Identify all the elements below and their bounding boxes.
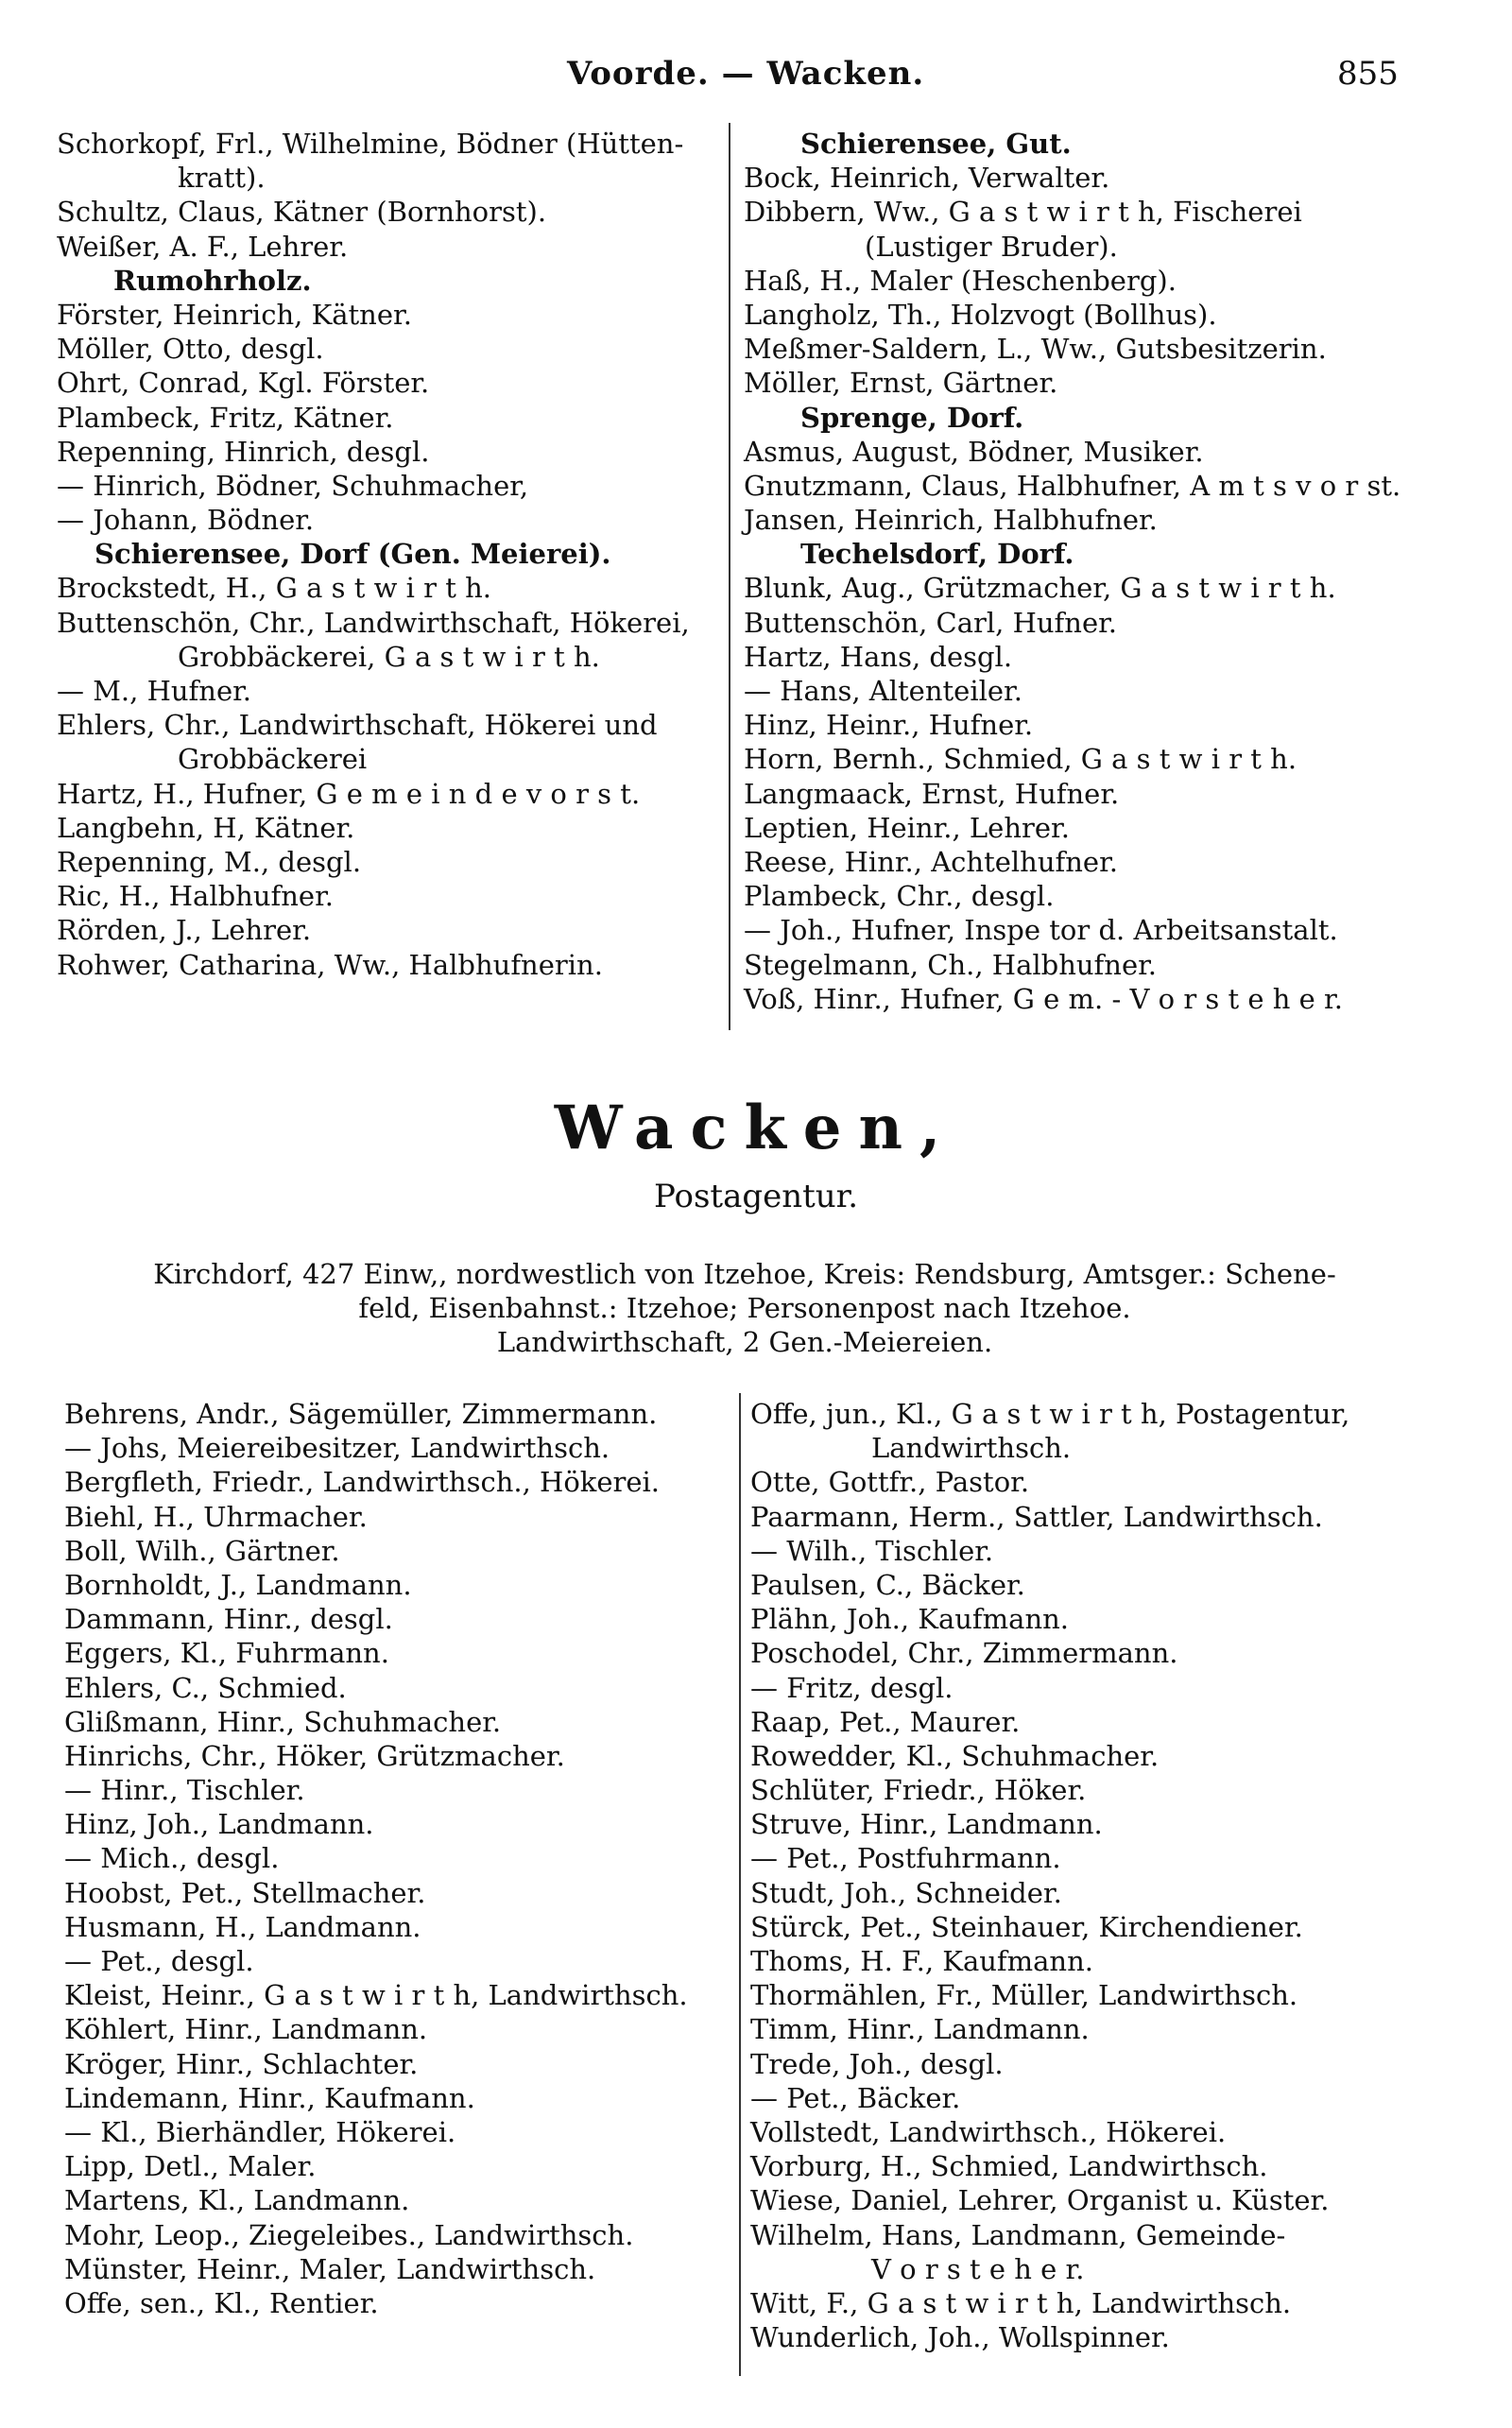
directory-entry: Schlüter, Friedr., Höker. xyxy=(750,1774,1087,1807)
directory-entry: Münster, Heinr., Maler, Landwirthsch. xyxy=(64,2252,596,2285)
directory-entry: Reese, Hinr., Achtelhufner. xyxy=(744,845,1118,878)
directory-entry: Brockstedt, H., G a s t w i r t h. xyxy=(57,572,491,605)
directory-entry: Haß, H., Maler (Heschenberg). xyxy=(744,264,1177,297)
directory-entry: Thormählen, Fr., Müller, Landwirthsch. xyxy=(750,1979,1298,2012)
directory-entry: Blunk, Aug., Grützmacher, G a s t w i r t h. xyxy=(744,572,1336,605)
directory-entry: Martens, Kl., Landmann. xyxy=(64,2184,410,2217)
directory-entry: Plähn, Joh., Kaufmann. xyxy=(750,1603,1070,1636)
directory-entry: Hinz, Heinr., Hufner. xyxy=(744,709,1034,742)
directory-entry: Hinrichs, Chr., Höker, Grützmacher. xyxy=(64,1739,565,1772)
directory-entry: — Hinrich, Bödner, Schuhmacher, xyxy=(57,469,529,502)
directory-entry: Hartz, H., Hufner, G e m e i n d e v o r s t. xyxy=(57,777,641,810)
directory-entry: Offe, jun., Kl., G a s t w i r t h, Postagentur, xyxy=(750,1398,1350,1430)
bottom-right-column xyxy=(750,1397,1431,2354)
directory-entry: — Kl., Bierhändler, Hökerei. xyxy=(64,2115,456,2148)
directory-entry: Köhlert, Hinr., Landmann. xyxy=(64,2013,428,2046)
directory-entry: — Johs, Meiereibesitzer, Landwirthsch. xyxy=(64,1432,610,1465)
directory-entry: Horn, Bernh., Schmied, G a s t w i r t h. xyxy=(744,743,1297,776)
directory-entry: Vollstedt, Landwirthsch., Hökerei. xyxy=(750,2115,1227,2148)
directory-entry: Rohwer, Catharina, Ww., Halbhufnerin. xyxy=(57,948,603,981)
directory-entry: Glißmann, Hinr., Schuhmacher. xyxy=(64,1705,502,1738)
section-heading: Rumohrholz. xyxy=(113,264,312,297)
directory-entry: Timm, Hinr., Landmann. xyxy=(750,2013,1090,2046)
directory-entry: Trede, Joh., desgl. xyxy=(750,2047,1004,2080)
directory-entry: Repenning, M., desgl. xyxy=(57,845,362,878)
directory-entry: Thoms, H. F., Kaufmann. xyxy=(750,1945,1094,1977)
directory-entry: Rowedder, Kl., Schuhmacher. xyxy=(750,1739,1160,1772)
directory-entry: Studt, Joh., Schneider. xyxy=(750,1876,1062,1909)
directory-entry: Kleist, Heinr., G a s t w i r t h, Landwirthsch. xyxy=(64,1979,688,2012)
directory-entry: Mohr, Leop., Ziegeleibes., Landwirthsch. xyxy=(64,2218,634,2251)
running-title: Voorde. — Wacken. xyxy=(567,55,925,93)
directory-entry: Lindemann, Hinr., Kaufmann. xyxy=(64,2081,475,2114)
directory-entry: Weißer, A. F., Lehrer. xyxy=(57,230,349,263)
directory-entry: Vorburg, H., Schmied, Landwirthsch. xyxy=(750,2150,1268,2183)
directory-entry: Poschodel, Chr., Zimmermann. xyxy=(750,1637,1178,1670)
description-line: Kirchdorf, 427 Einw,, nordwestlich von Itzehoe, Kreis: Rendsburg, Amtsger.: Schene- xyxy=(153,1258,1336,1290)
directory-entry: — Pet., Bäcker. xyxy=(750,2081,961,2114)
directory-entry: Husmann, H., Landmann. xyxy=(64,1910,421,1943)
directory-entry: Gnutzmann, Claus, Halbhufner, A m t s v o r st. xyxy=(744,469,1401,502)
directory-entry: Raap, Pet., Maurer. xyxy=(750,1705,1021,1738)
directory-entry: Kröger, Hinr., Schlachter. xyxy=(64,2047,419,2080)
section-heading: Techelsdorf, Dorf. xyxy=(800,538,1074,571)
directory-entry: Behrens, Andr., Sägemüller, Zimmermann. xyxy=(64,1398,658,1430)
directory-entry: Ehlers, Chr., Landwirthschaft, Hökerei und xyxy=(57,709,658,742)
directory-entry: Hoobst, Pet., Stellmacher. xyxy=(64,1876,426,1909)
directory-entry: Förster, Heinrich, Kätner. xyxy=(57,298,412,331)
place-description xyxy=(64,1257,1425,1360)
directory-entry: — Fritz, desgl. xyxy=(750,1671,954,1704)
directory-entry: (Lustiger Bruder). xyxy=(865,230,1118,263)
top-left-column xyxy=(57,127,723,982)
directory-entry: Repenning, Hinrich, desgl. xyxy=(57,435,430,468)
running-head xyxy=(0,49,1512,96)
directory-entry: Voß, Hinr., Hufner, G e m. - V o r s t e h e r. xyxy=(744,982,1343,1015)
directory-entry: Stürck, Pet., Steinhauer, Kirchendiener. xyxy=(750,1910,1303,1943)
directory-entry: Landwirthsch. xyxy=(871,1432,1072,1465)
directory-entry: Rörden, J., Lehrer. xyxy=(57,914,312,947)
directory-entry: — Pet., desgl. xyxy=(64,1945,254,1977)
directory-entry: Plambeck, Fritz, Kätner. xyxy=(57,401,394,434)
directory-entry: Grobbäckerei xyxy=(178,743,368,776)
directory-entry: Ehlers, C., Schmied. xyxy=(64,1671,347,1704)
directory-entry: Ric, H., Halbhufner. xyxy=(57,880,334,913)
description-line: feld, Eisenbahnst.: Itzehoe; Personenpost nach Itzehoe. xyxy=(358,1292,1131,1325)
directory-entry: Schultz, Claus, Kätner (Bornhorst). xyxy=(57,196,547,229)
directory-entry: Jansen, Heinrich, Halbhufner. xyxy=(744,504,1158,537)
directory-entry: Paulsen, C., Bäcker. xyxy=(750,1568,1025,1601)
directory-entry: Eggers, Kl., Fuhrmann. xyxy=(64,1637,389,1670)
directory-entry: Bornholdt, J., Landmann. xyxy=(64,1568,412,1601)
directory-entry: Dammann, Hinr., desgl. xyxy=(64,1603,393,1636)
directory-entry: Witt, F., G a s t w i r t h, Landwirthsch. xyxy=(750,2286,1292,2319)
directory-entry: — Johann, Bödner. xyxy=(57,504,315,537)
directory-entry: — Hans, Altenteiler. xyxy=(744,675,1022,707)
directory-entry: Wiese, Daniel, Lehrer, Organist u. Küster. xyxy=(750,2184,1330,2217)
top-right-column xyxy=(744,127,1424,1016)
directory-entry: Paarmann, Herm., Sattler, Landwirthsch. xyxy=(750,1500,1323,1533)
directory-entry: Dibbern, Ww., G a s t w i r t h, Fischerei xyxy=(744,196,1302,229)
directory-entry: V o r s t e h e r. xyxy=(871,2252,1085,2285)
directory-entry: Möller, Ernst, Gärtner. xyxy=(744,367,1058,400)
page-number: 855 xyxy=(1337,55,1399,93)
directory-entry: Otte, Gottfr., Pastor. xyxy=(750,1466,1030,1499)
directory-entry: Wunderlich, Joh., Wollspinner. xyxy=(750,2321,1170,2354)
directory-entry: Hinz, Joh., Landmann. xyxy=(64,1808,374,1841)
directory-entry: kratt). xyxy=(178,162,266,195)
directory-entry: Buttenschön, Carl, Hufner. xyxy=(744,606,1117,639)
section-heading: Sprenge, Dorf. xyxy=(800,401,1024,434)
place-title: Wacken, xyxy=(554,1093,958,1163)
column-divider xyxy=(739,1393,741,2376)
directory-entry: Stegelmann, Ch., Halbhufner. xyxy=(744,948,1158,981)
directory-entry: — Pet., Postfuhrmann. xyxy=(750,1842,1061,1875)
directory-entry: Meßmer-Saldern, L., Ww., Gutsbesitzerin. xyxy=(744,333,1327,366)
section-heading: Schierensee, Dorf (Gen. Meierei). xyxy=(94,538,611,571)
bottom-left-column xyxy=(64,1397,730,2320)
directory-entry: Langbehn, H, Kätner. xyxy=(57,811,355,844)
place-subtitle: Postagentur. xyxy=(653,1178,859,1215)
description-line: Landwirthschaft, 2 Gen.-Meiereien. xyxy=(496,1326,993,1359)
directory-entry: Schorkopf, Frl., Wilhelmine, Bödner (Hütten- xyxy=(57,128,684,160)
directory-entry: Struve, Hinr., Landmann. xyxy=(750,1808,1103,1841)
directory-entry: — Mich., desgl. xyxy=(64,1842,280,1875)
directory-entry: Langmaack, Ernst, Hufner. xyxy=(744,777,1120,810)
directory-entry: Asmus, August, Bödner, Musiker. xyxy=(744,435,1204,468)
directory-entry: Lipp, Detl., Maler. xyxy=(64,2150,317,2183)
directory-entry: Biehl, H., Uhrmacher. xyxy=(64,1500,368,1533)
directory-entry: — Wilh., Tischler. xyxy=(750,1534,994,1567)
directory-entry: Buttenschön, Chr., Landwirthschaft, Hökerei, xyxy=(57,606,690,639)
directory-entry: Offe, sen., Kl., Rentier. xyxy=(64,2286,379,2319)
directory-entry: — Joh., Hufner, Inspe tor d. Arbeitsanstalt. xyxy=(744,914,1338,947)
directory-entry: Wilhelm, Hans, Landmann, Gemeinde- xyxy=(750,2218,1286,2251)
directory-entry: Ohrt, Conrad, Kgl. Förster. xyxy=(57,367,430,400)
directory-entry: Bergfleth, Friedr., Landwirthsch., Hökerei. xyxy=(64,1466,661,1499)
column-divider xyxy=(729,123,730,1030)
directory-entry: Boll, Wilh., Gärtner. xyxy=(64,1534,340,1567)
directory-entry: — M., Hufner. xyxy=(57,675,252,707)
directory-entry: Plambeck, Chr., desgl. xyxy=(744,880,1055,913)
directory-entry: Möller, Otto, desgl. xyxy=(57,333,324,366)
directory-entry: Leptien, Heinr., Lehrer. xyxy=(744,811,1070,844)
directory-entry: Langholz, Th., Holzvogt (Bollhus). xyxy=(744,298,1217,331)
directory-entry: — Hinr., Tischler. xyxy=(64,1774,305,1807)
section-heading: Schierensee, Gut. xyxy=(800,128,1072,160)
directory-entry: Bock, Heinrich, Verwalter. xyxy=(744,162,1110,195)
directory-entry: Hartz, Hans, desgl. xyxy=(744,640,1013,673)
directory-entry: Grobbäckerei, G a s t w i r t h. xyxy=(178,640,600,673)
